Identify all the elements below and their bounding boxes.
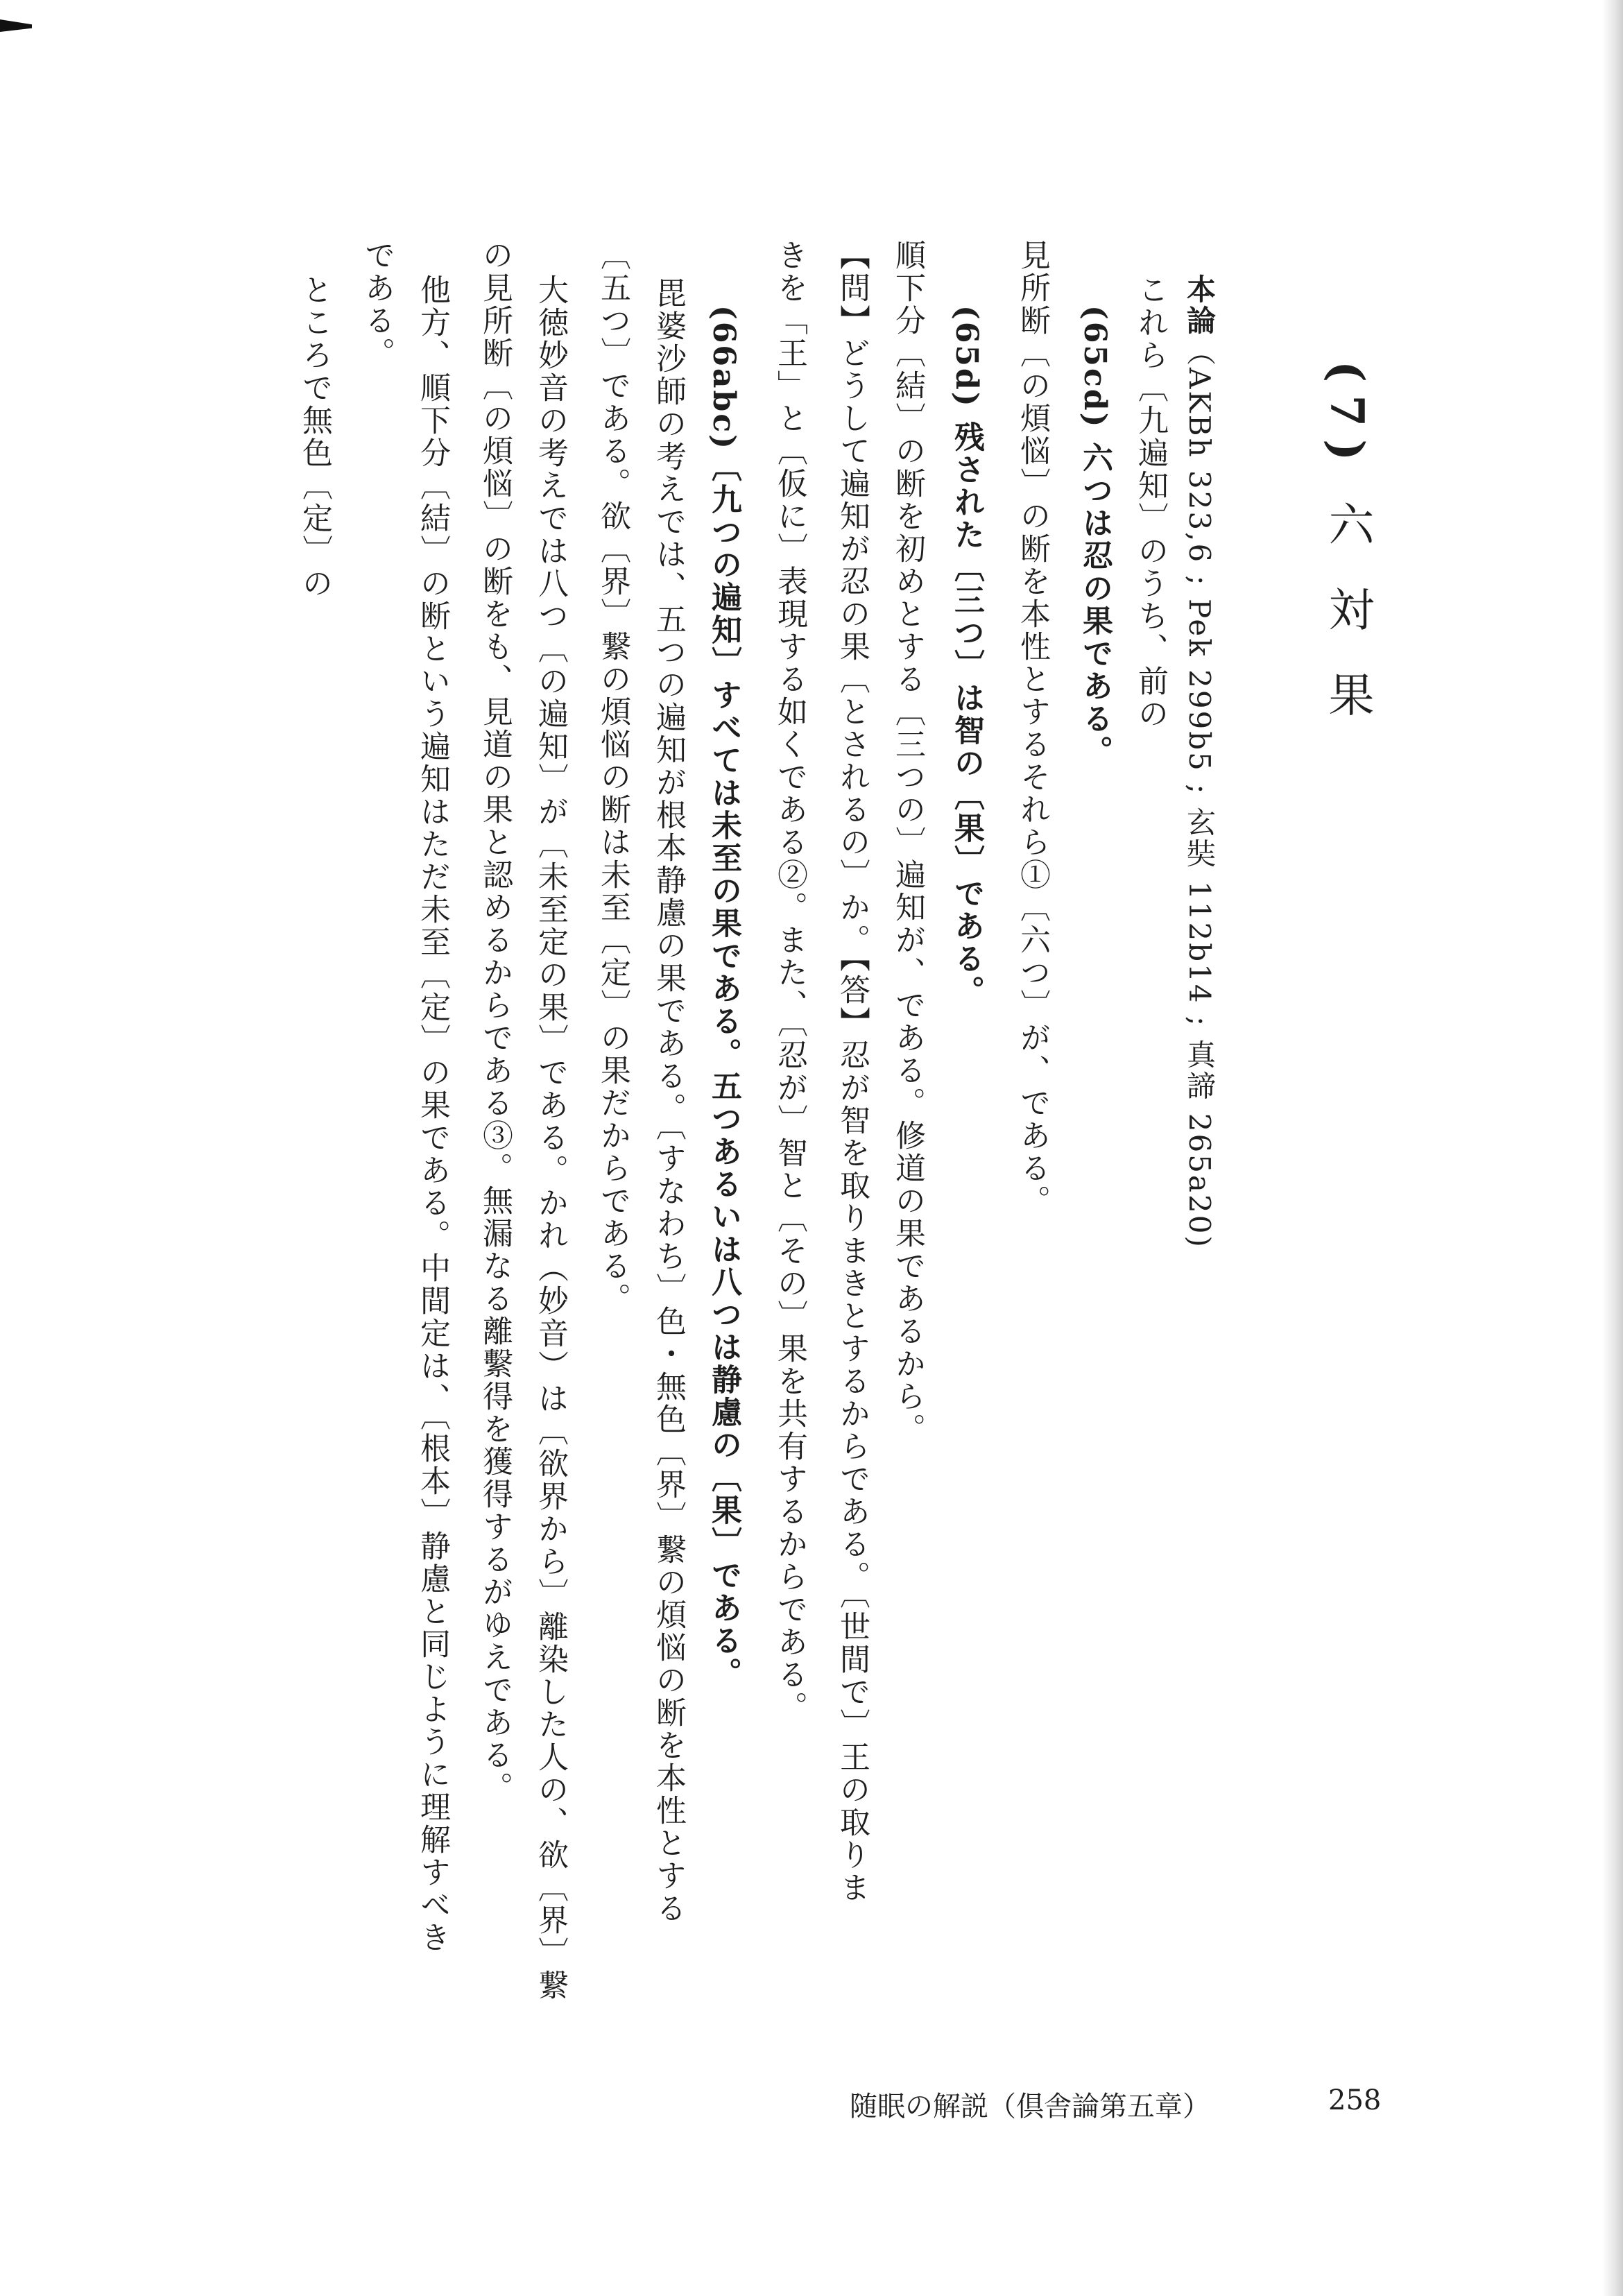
text-line-14: である。 bbox=[359, 239, 395, 370]
text-line-13: 他方、順下分〔結〕の断という遍知はただ未至〔定〕の果である。中間定は、〔根本〕静慮と同じように理解すべき bbox=[415, 274, 450, 1954]
honron-line bbox=[1183, 274, 1217, 1249]
scan-corner-mark bbox=[0, 19, 32, 32]
text-line-9: 毘婆沙師の考えでは、五つの遍知が根本静慮の果である。〔すなわち〕色・無色〔界〕繋の煩悩の断を本性とする bbox=[651, 277, 686, 1925]
section-heading bbox=[1314, 361, 1380, 729]
text-line-15: ところで無色〔定〕の bbox=[297, 274, 332, 600]
verse-66abc: (66abc)〔九つの遍知〕すべては未至の果である。五つあるいは八つは静慮の〔果〕である。 bbox=[706, 305, 741, 1690]
text-line-7: きを「王」と〔仮に〕表現する如くである②。また、〔忍が〕智と〔その〕果を共有するからである。 bbox=[772, 239, 807, 1724]
section-number: (7) bbox=[1320, 361, 1374, 474]
page-number: 258 bbox=[1328, 2084, 1382, 2116]
page-edge-shadow bbox=[1602, 0, 1623, 2296]
text-line-1: これら〔九遍知〕のうち、前の bbox=[1133, 274, 1168, 730]
text-line-6: 【問】どうして遍知が忍の果〔とされるの〕か。【答】忍が智を取りまきとするからである。〔世間で〕王の取りま bbox=[834, 239, 870, 1904]
text-line-3: 見所断〔の煩悩〕の断を本性とするそれら①〔六つ〕が、である。 bbox=[1015, 239, 1050, 1217]
verse-65d: (65d) 残された〔三つ〕は智の〔果〕である。 bbox=[949, 305, 984, 1008]
running-title: 随眠の解説（倶舎論第五章） bbox=[850, 2091, 1210, 2123]
text-line-10: 〔五つ〕である。欲〔界〕繋の煩悩の断は未至〔定〕の果だからである。 bbox=[595, 239, 630, 1315]
text-line-11: 大徳妙音の考えでは八つ〔の遍知〕が〔未至定の果〕である。かれ（妙音）は〔欲界から〕離染した人の、欲〔界〕繋 bbox=[533, 274, 568, 2002]
honron-citation: （AKBh 323,6 ; Pek 299b5 ; 玄奘 112b14 ; 真諦 265a20) bbox=[1183, 336, 1217, 1249]
verse-65cd: (65cd) 六つは忍の果である。 bbox=[1077, 305, 1113, 768]
honron-label: 本論 bbox=[1183, 274, 1217, 336]
section-title-text: 六 対 果 bbox=[1321, 500, 1374, 730]
text-line-5: 順下分〔結〕の断を初めとする〔三つの〕遍知が、である。修道の果であるから。 bbox=[890, 239, 925, 1446]
text-line-12: の見所断〔の煩悩〕の断をも、見道の果と認めるからである③。無漏なる離繫得を獲得するがゆえである。 bbox=[477, 239, 513, 1804]
